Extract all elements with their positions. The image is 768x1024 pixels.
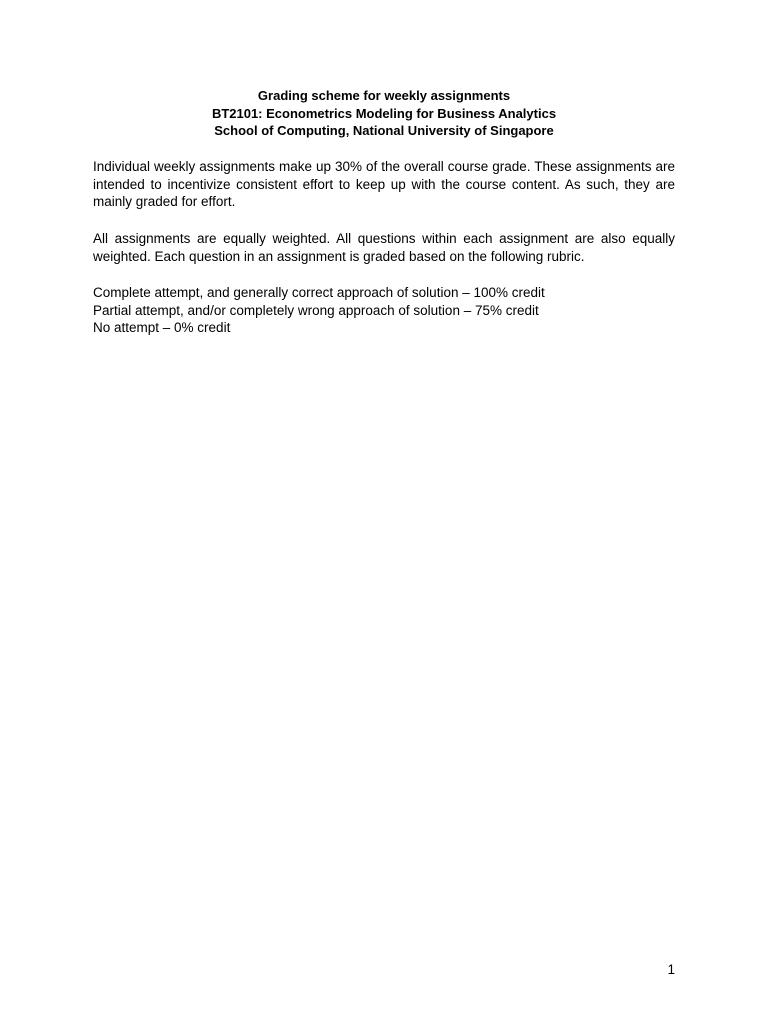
document-title: Grading scheme for weekly assignments — [257, 88, 511, 103]
rubric-item-none: No attempt – 0% credit — [93, 320, 231, 335]
document-header — [93, 87, 675, 140]
paragraph-course-weight: Individual weekly assignments make up 30% of the overall course grade. These assignments are intended to incentivize consistent effort to keep up with the course content. As such, they are mainly graded for effort. — [93, 159, 675, 209]
page-number: 1 — [667, 962, 675, 977]
course-title: BT2101: Econometrics Modeling for Business Analytics — [211, 105, 557, 121]
grading-rubric — [93, 284, 675, 337]
school-name: School of Computing, National University of Singapore — [214, 123, 554, 138]
paragraph-weighting: All assignments are equally weighted. All questions within each assignment are also equally weighted. Each question in an assignment is graded based on the following rubric. — [93, 231, 675, 264]
rubric-item-partial: Partial attempt, and/or completely wrong approach of solution – 75% credit — [93, 302, 539, 318]
rubric-item-complete: Complete attempt, and generally correct approach of solution – 100% credit — [93, 285, 545, 300]
